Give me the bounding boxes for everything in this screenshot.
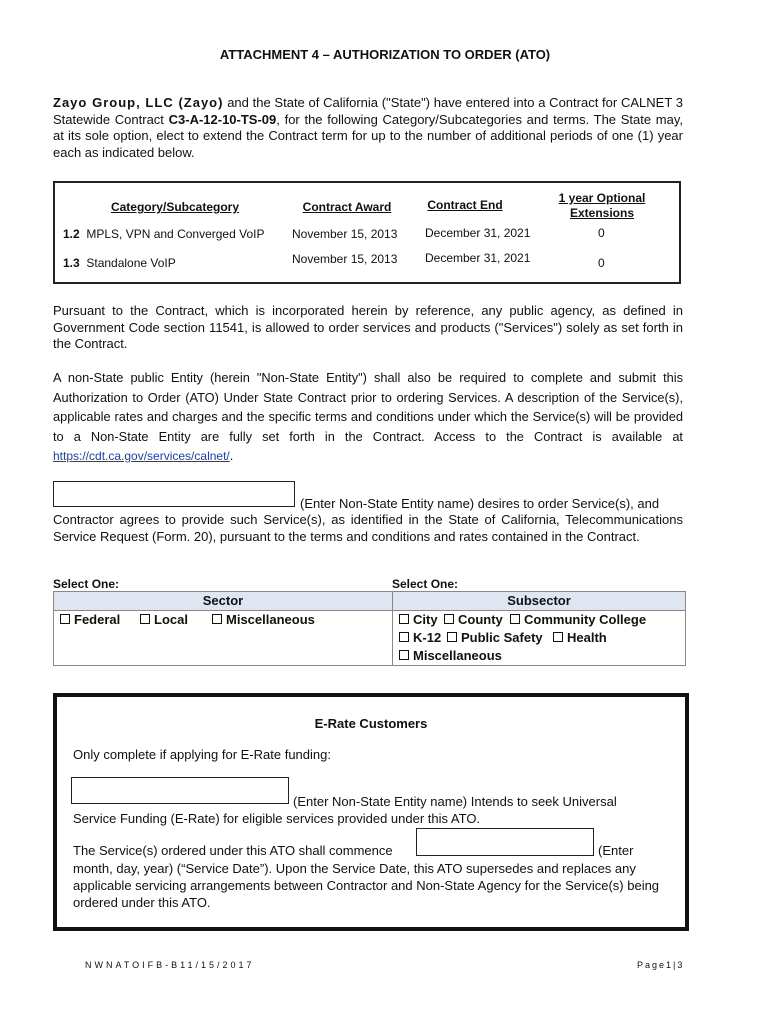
- non-state-paragraph: [53, 368, 683, 467]
- subsector-community-college[interactable]: [510, 611, 646, 629]
- sector-local[interactable]: [140, 611, 188, 629]
- row-number: 1.2: [63, 227, 80, 241]
- select-one-label: Select One:: [53, 577, 120, 591]
- pursuant-paragraph: Pursuant to the Contract, which is incorporated herein by reference, any public agency, as defined in Government Code section 11541, is allowed to order services and products ("Services") solely as set forth in the Contract.: [53, 303, 683, 351]
- header-award: Contract Award: [302, 200, 392, 214]
- calnet-link[interactable]: https://cdt.ca.gov/services/calnet/: [53, 449, 230, 463]
- page-title: ATTACHMENT 4 – AUTHORIZATION TO ORDER (ATO): [219, 47, 551, 62]
- subsector-health[interactable]: [553, 629, 607, 647]
- commence-paragraph: month, day, year) (“Service Date”). Upon the Service Date, this ATO supersedes and replaces any applicable servicing arrangements between Contractor and Non-State Agency for the Service(s) being ordered under this ATO.: [73, 861, 660, 910]
- checkbox-icon: [447, 632, 457, 642]
- row-award: November 15, 2013: [292, 252, 398, 266]
- row-name: MPLS, VPN and Converged VoIP: [86, 227, 265, 241]
- sector-header: Sector: [54, 592, 392, 611]
- contractor-paragraph: Contractor agrees to provide such Service(s), as identified in the State of California, Telecommunications Service Request (Form. 20), pursuant to the terms and conditions and rates contained in the Contract.: [53, 512, 683, 544]
- header-end: Contract End: [427, 198, 503, 212]
- header-category: Category/Subcategory: [110, 200, 240, 214]
- subsector-county[interactable]: [444, 611, 503, 629]
- row-number: 1.3: [63, 256, 80, 270]
- footer-page-number: Page1|3: [637, 960, 685, 970]
- erate-seek-text-2: Service Funding (E-Rate) for eligible services provided under this ATO.: [73, 811, 481, 826]
- link-period: .: [229, 448, 234, 463]
- service-date-input[interactable]: [416, 828, 594, 856]
- non-state-text: A non-State public Entity (herein "Non-State Entity") shall also be required to complete and submit this Authorization to Order (ATO) Under State Contract prior to ordering Services. A description of the Service(s), applicable rates and charges and the specific terms and conditions under which the Service(s) will be provided to a Non-State Entity are fully set forth in the Contract. Access to the Contract is available at: [53, 370, 683, 444]
- checkbox-icon: [553, 632, 563, 642]
- subsector-public-safety[interactable]: [447, 629, 543, 647]
- option-label: City: [413, 612, 438, 627]
- option-label: Miscellaneous: [226, 612, 315, 627]
- intro-text-a: and the State of California ("State") have entered into a Contract for CALNET 3 Statewide Contract: [53, 95, 683, 127]
- checkbox-icon: [444, 614, 454, 624]
- contract-number: C3-A-12-10-TS-09: [168, 111, 277, 127]
- select-one-label: Select One:: [392, 577, 459, 591]
- erate-entity-name-input[interactable]: [71, 777, 289, 804]
- option-label: K-12: [413, 630, 442, 645]
- option-label: Community College: [524, 612, 647, 627]
- contract-table: [53, 181, 681, 284]
- entity-instruction: (Enter Non-State Entity name) desires to order Service(s), and: [300, 496, 660, 511]
- table-row: [63, 256, 176, 270]
- row-end: December 31, 2021: [425, 226, 531, 240]
- checkbox-icon: [399, 614, 409, 624]
- row-name: Standalone VoIP: [86, 256, 176, 270]
- footer-doc-id: NWNATOIFB-B11/15/2017: [85, 960, 255, 970]
- entity-name-input[interactable]: [53, 481, 295, 507]
- erate-only: Only complete if applying for E-Rate funding:: [73, 747, 331, 762]
- checkbox-icon: [399, 632, 409, 642]
- checkbox-icon: [140, 614, 150, 624]
- subsector-header: Subsector: [393, 592, 685, 611]
- erate-seek-text: (Enter Non-State Entity name) Intends to seek Universal: [293, 794, 617, 809]
- column-divider: [392, 592, 393, 665]
- erate-title: E-Rate Customers: [314, 716, 428, 731]
- checkbox-icon: [60, 614, 70, 624]
- option-label: County: [458, 612, 503, 627]
- checkbox-icon: [510, 614, 520, 624]
- header-extensions: 1 year Optional Extensions: [558, 191, 646, 220]
- sector-table: [53, 591, 686, 666]
- option-label: Health: [567, 630, 607, 645]
- erate-box: [53, 693, 689, 931]
- row-end: December 31, 2021: [425, 251, 531, 265]
- option-label: Public Safety: [461, 630, 543, 645]
- table-row: [63, 227, 264, 241]
- subsector-k12[interactable]: [399, 629, 441, 647]
- row-ext: 0: [598, 226, 605, 240]
- sector-federal[interactable]: [60, 611, 120, 629]
- commence-enter: (Enter: [598, 843, 634, 858]
- company-name: Zayo Group, LLC (Zayo): [53, 95, 224, 110]
- checkbox-icon: [399, 650, 409, 660]
- row-award: November 15, 2013: [292, 227, 398, 241]
- option-label: Miscellaneous: [413, 648, 502, 663]
- sector-miscellaneous[interactable]: [212, 611, 315, 629]
- option-label: Federal: [74, 612, 121, 627]
- subsector-city[interactable]: [399, 611, 438, 629]
- subsector-miscellaneous[interactable]: [399, 647, 502, 665]
- option-label: Local: [154, 612, 188, 627]
- intro-text-b: , for the following Category/Subcategories and terms. The State may, at its sole option, elect to extend the Contract term for up to the number of additional periods of one (1) year each as indicated below.: [53, 111, 683, 160]
- intro-paragraph: [53, 95, 683, 161]
- commence-text: The Service(s) ordered under this ATO shall commence: [73, 843, 393, 858]
- row-ext: 0: [598, 256, 605, 270]
- checkbox-icon: [212, 614, 222, 624]
